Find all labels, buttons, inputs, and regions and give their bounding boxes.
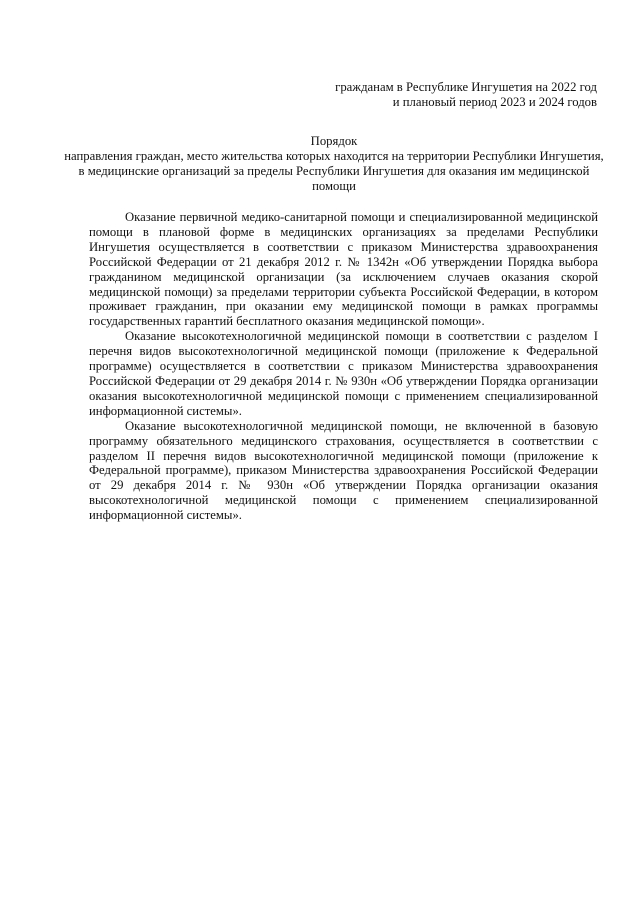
document-title	[60, 134, 608, 194]
paragraph-3: Оказание высокотехнологичной медицинской помощи, не включенной в базовую программу обязательного медицинского страхования, осуществляется в соответствии с разделом II перечня видов высокотехнологичной медицинской помощи (приложение к Федеральной программе), приказом Министерства здравоохранения Российской Федерации от 29 декабря 2014 г. № 930н «Об утверждении Порядка организации оказания высокотехнологичной медицинской помощи с применением специализированной информационной системы».	[89, 418, 598, 523]
paragraph-1: Оказание первичной медико-санитарной помощи и специализированной медицинской помощи в плановой форме в медицинских организациях за пределами Республики Ингушетия осуществляется в соответствии с приказом Министерства здравоохранения Российской Федерации от 21 декабря 2012 г. № 1342н «Об утверждении Порядка выбора гражданином медицинской организации (за исключением случаев оказания скорой медицинской помощи) за пределами территории субъекта Российской Федерации, в котором проживает гражданин, при оказании ему медицинской помощи в рамках программы государственных гарантий бесплатного оказания медицинской помощи».	[89, 210, 598, 329]
annex-header-line-1: гражданам в Республике Ингушетия на 2022 год	[335, 80, 597, 94]
annex-header-line-2: и плановый период 2023 и 2024 годов	[392, 95, 597, 109]
title-word: Порядок	[310, 134, 358, 148]
document-body	[89, 210, 598, 523]
title-description: направления граждан, место жительства которых находится на территории Республики Ингушетия, в медицинские организаций за пределы Республики Ингушетия для оказания им медицинской помощи	[64, 149, 604, 193]
paragraph-2: Оказание высокотехнологичной медицинской помощи в соответствии с разделом I перечня видов высокотехнологичной медицинской помощи (приложение к Федеральной программе) осуществляется в соответствии с приказом Министерства здравоохранения Российской Федерации от 29 декабря 2014 г. № 930н «Об утверждении Порядка организации оказания высокотехнологичной медицинской помощи с применением специализированной информационной системы».	[89, 329, 598, 418]
annex-header	[335, 80, 597, 110]
